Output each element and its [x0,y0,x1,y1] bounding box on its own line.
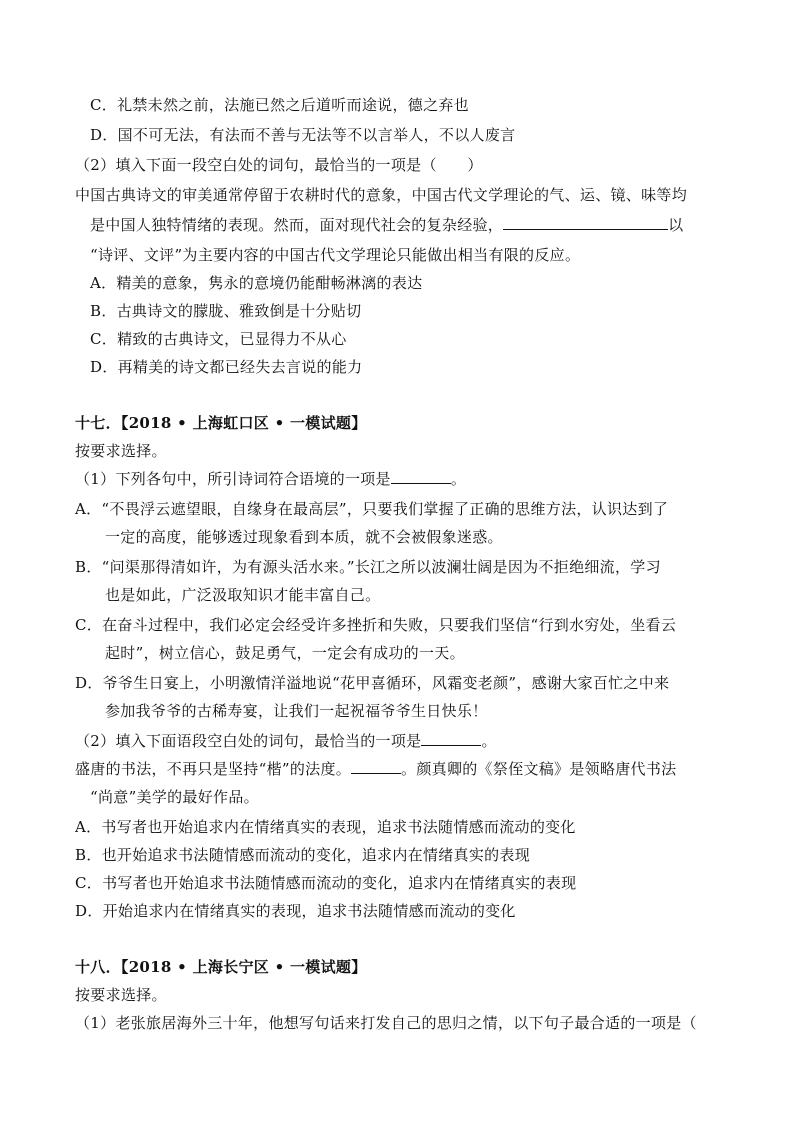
option-d: D．再精美的诗文都已经失去言说的能力 [90,358,363,376]
option-d: D．开始追求内在情绪真实的表现，追求书法随情感而流动的变化 [75,902,516,920]
option-d: D．国不可无法，有法而不善与无法等不以言举人，不以人废言 [90,126,516,144]
option-b-line-1: B．“问渠那得清如许，为有源头活水来。”长江之所以波澜壮阔是因为不拒绝细流，学习 [75,558,661,576]
question-2: （2）填入下面一段空白处的词句，最恰当的一项是（ ） [75,156,483,174]
option-b-line-2: 也是如此，广泛汲取知识才能丰富自己。 [105,586,381,604]
option-b: B．也开始追求书法随情感而流动的变化，追求内在情绪真实的表现 [75,846,531,864]
option-c: C．书写者也开始追求书法随情感而流动的变化，追求内在情绪真实的表现 [75,874,577,892]
fill-blank[interactable] [503,215,668,230]
passage-line-1: 中国古典诗文的审美通常停留于农耕时代的意象，中国古代文学理论的气、运、镜、味等均 [75,186,688,204]
option-c: C．礼禁未然之前，法施已然之后道听而途说，德之弃也 [90,96,469,114]
instruction: 按要求选择。 [75,986,167,1004]
question-1: （1）下列各句中，所引诗词符合语境的一项是 。 [75,470,467,488]
answer-blank[interactable] [391,469,451,484]
question-2: （2）填入下面语段空白处的词句，最恰当的一项是 。 [75,732,497,750]
option-c-line-1: C．在奋斗过程中，我们必定会经受许多挫折和失败，只要我们坚信“行到水穷处，坐看云 [75,616,677,634]
option-a-line-1: A．“不畏浮云遮望眼，自缘身在最高层”，只要我们掌握了正确的思维方法，认识达到了 [75,500,669,518]
instruction: 按要求选择。 [75,442,167,460]
option-a: A．精美的意象，隽永的意境仍能酣畅淋漓的表达 [90,274,423,292]
fill-blank[interactable] [351,759,401,774]
question-1: （1）老张旅居海外三十年，他想写句话来打发自己的思归之情，以下句子最合适的一项是（ [75,1014,697,1032]
passage-line-2: “尚意”美学的最好作品。 [90,788,259,806]
passage-line-2: 是中国人独特情绪的表现。然而，面对现代社会的复杂经验， 以 [90,216,684,234]
option-d-line-1: D．爷爷生日宴上，小明激情洋溢地说“花甲喜循环，风霜变老颜”，感谢大家百忙之中来 [75,674,670,692]
option-c: C．精致的古典诗文，已显得力不从心 [90,330,347,348]
option-c-line-2: 起时”，树立信心，鼓足勇气，一定会有成功的一天。 [105,644,465,662]
question-18-header: 十八．【2018 • 上海长宁区 • 一模试题】 [75,958,367,976]
passage-line-1: 盛唐的书法，不再只是坚持“楷”的法度。 。颜真卿的《祭侄文稿》是领略唐代书法 [75,760,677,778]
question-17-header: 十七．【2018 • 上海虹口区 • 一模试题】 [75,414,367,432]
option-a: A．书写者也开始追求内在情绪真实的表现，追求书法随情感而流动的变化 [75,818,576,836]
option-d-line-2: 参加我爷爷的古稀寿宴，让我们一起祝福爷爷生日快乐！ [105,702,488,720]
answer-blank[interactable] [421,731,481,746]
option-b: B．古典诗文的朦胧、雅致倒是十分贴切 [90,302,362,320]
passage-line-3: “诗评、文评”为主要内容的中国古代文学理论只能做出相当有限的反应。 [90,246,581,264]
option-a-line-2: 一定的高度，能够透过现象看到本质，就不会被假象迷惑。 [105,528,503,546]
